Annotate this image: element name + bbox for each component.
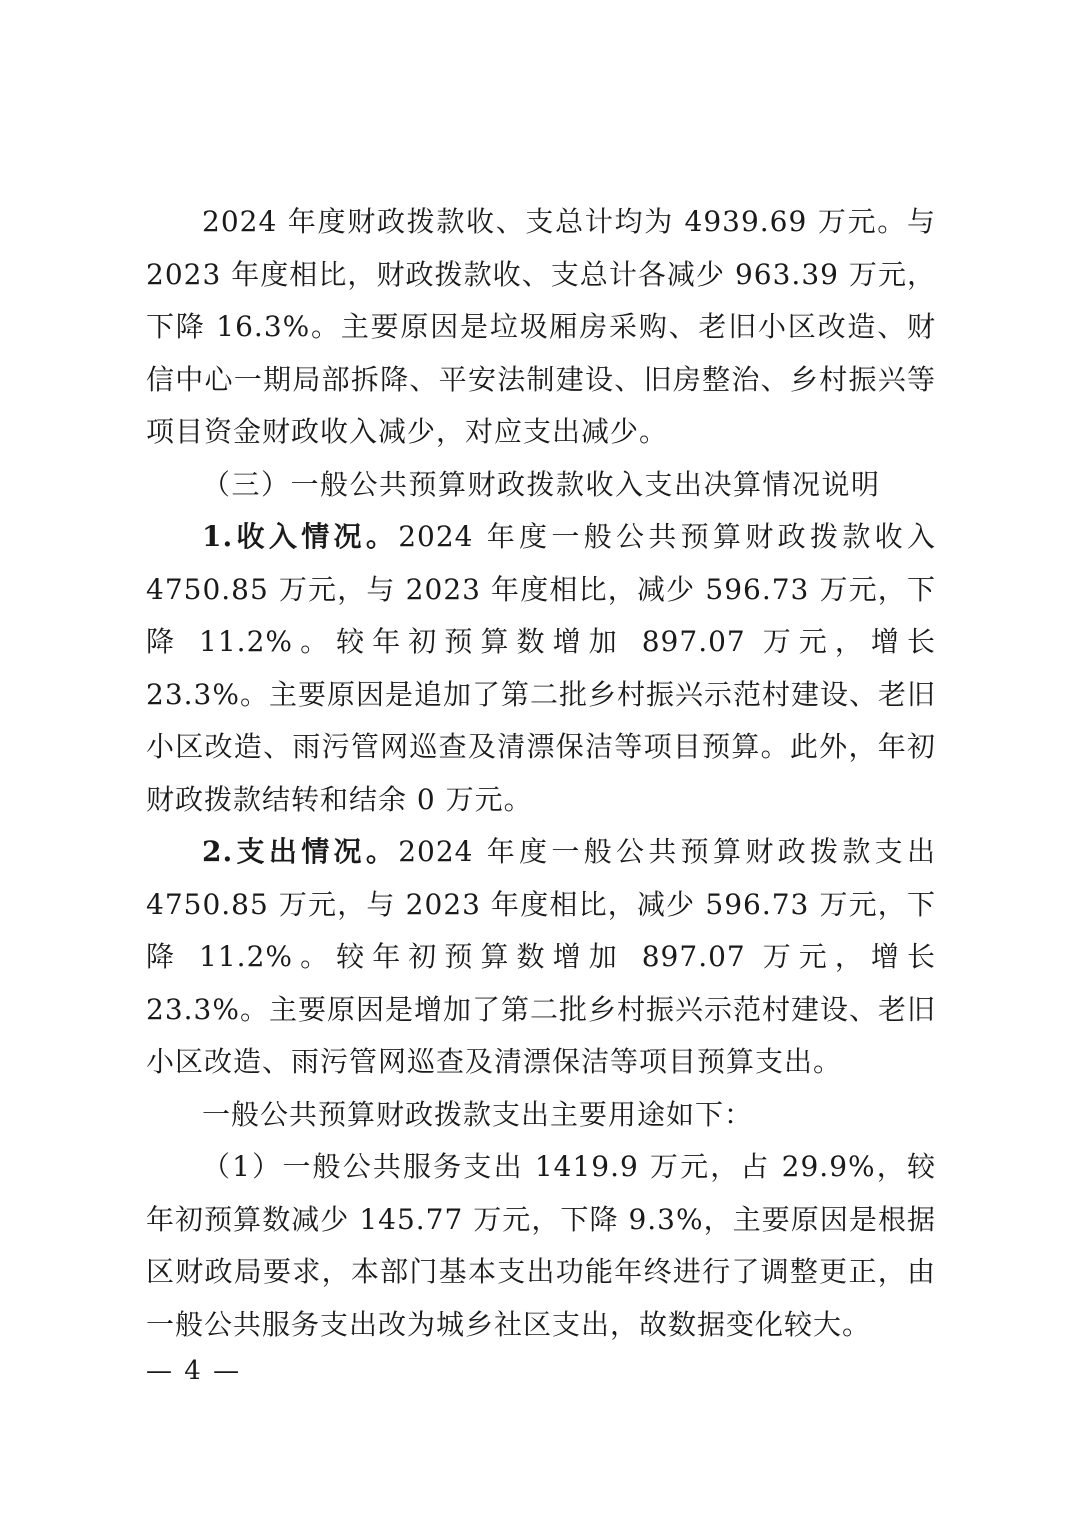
paragraph-lead-income: 1.收入情况。 — [202, 520, 399, 553]
paragraph-uses-intro — [146, 1089, 936, 1142]
paragraph-total-summary — [146, 196, 936, 459]
document-body — [146, 196, 936, 1351]
paragraph-income — [146, 511, 936, 826]
paragraph-lead-expenditure: 2.支出情况。 — [202, 835, 399, 868]
paragraph-expenditure — [146, 826, 936, 1089]
paragraph-general-services — [146, 1141, 936, 1351]
paragraph-text: 2024 年度财政拨款收、支总计均为 4939.69 万元。与 2023 年度相比，财政拨款收、支总计各减少 963.39 万元，下降 16.3%。主要原因是垃圾厢房采购、老旧小区改造、财信中心一期局部拆降、平安法制建设、旧房整治、乡村振兴等项目资金财政收入减少，对应支出减少。 — [146, 205, 936, 448]
paragraph-text: 2024 年度一般公共预算财政拨款支出 4750.85 万元，与 2023 年度相比，减少 596.73 万元，下降 11.2%。较年初预算数增加 897.07 万元，增长 23.3%。主要原因是增加了第二批乡村振兴示范村建设、老旧小区改造、雨污管网巡查及清漂保洁等项目预算支出。 — [146, 835, 936, 1078]
section-heading-text: （三）一般公共预算财政拨款收入支出决算情况说明 — [202, 467, 881, 501]
paragraph-text: （1）一般公共服务支出 1419.9 万元，占 29.9%，较年初预算数减少 145.77 万元，下降 9.3%，主要原因是根据区财政局要求，本部门基本支出功能年终进行了调整更正，由一般公共服务支出改为城乡社区支出，故数据变化较大。 — [146, 1150, 936, 1341]
paragraph-text: 2024 年度一般公共预算财政拨款收入 4750.85 万元，与 2023 年度相比，减少 596.73 万元，下降 11.2%。较年初预算数增加 897.07 万元，增长 23.3%。主要原因是追加了第二批乡村振兴示范村建设、老旧小区改造、雨污管网巡查及清漂保洁等项目预算。此外，年初财政拨款结转和结余 0 万元。 — [146, 520, 936, 816]
paragraph-text: 一般公共预算财政拨款支出主要用途如下： — [202, 1097, 754, 1131]
page-number: — 4 — — [146, 1356, 242, 1386]
section-heading-general-budget — [146, 459, 936, 512]
